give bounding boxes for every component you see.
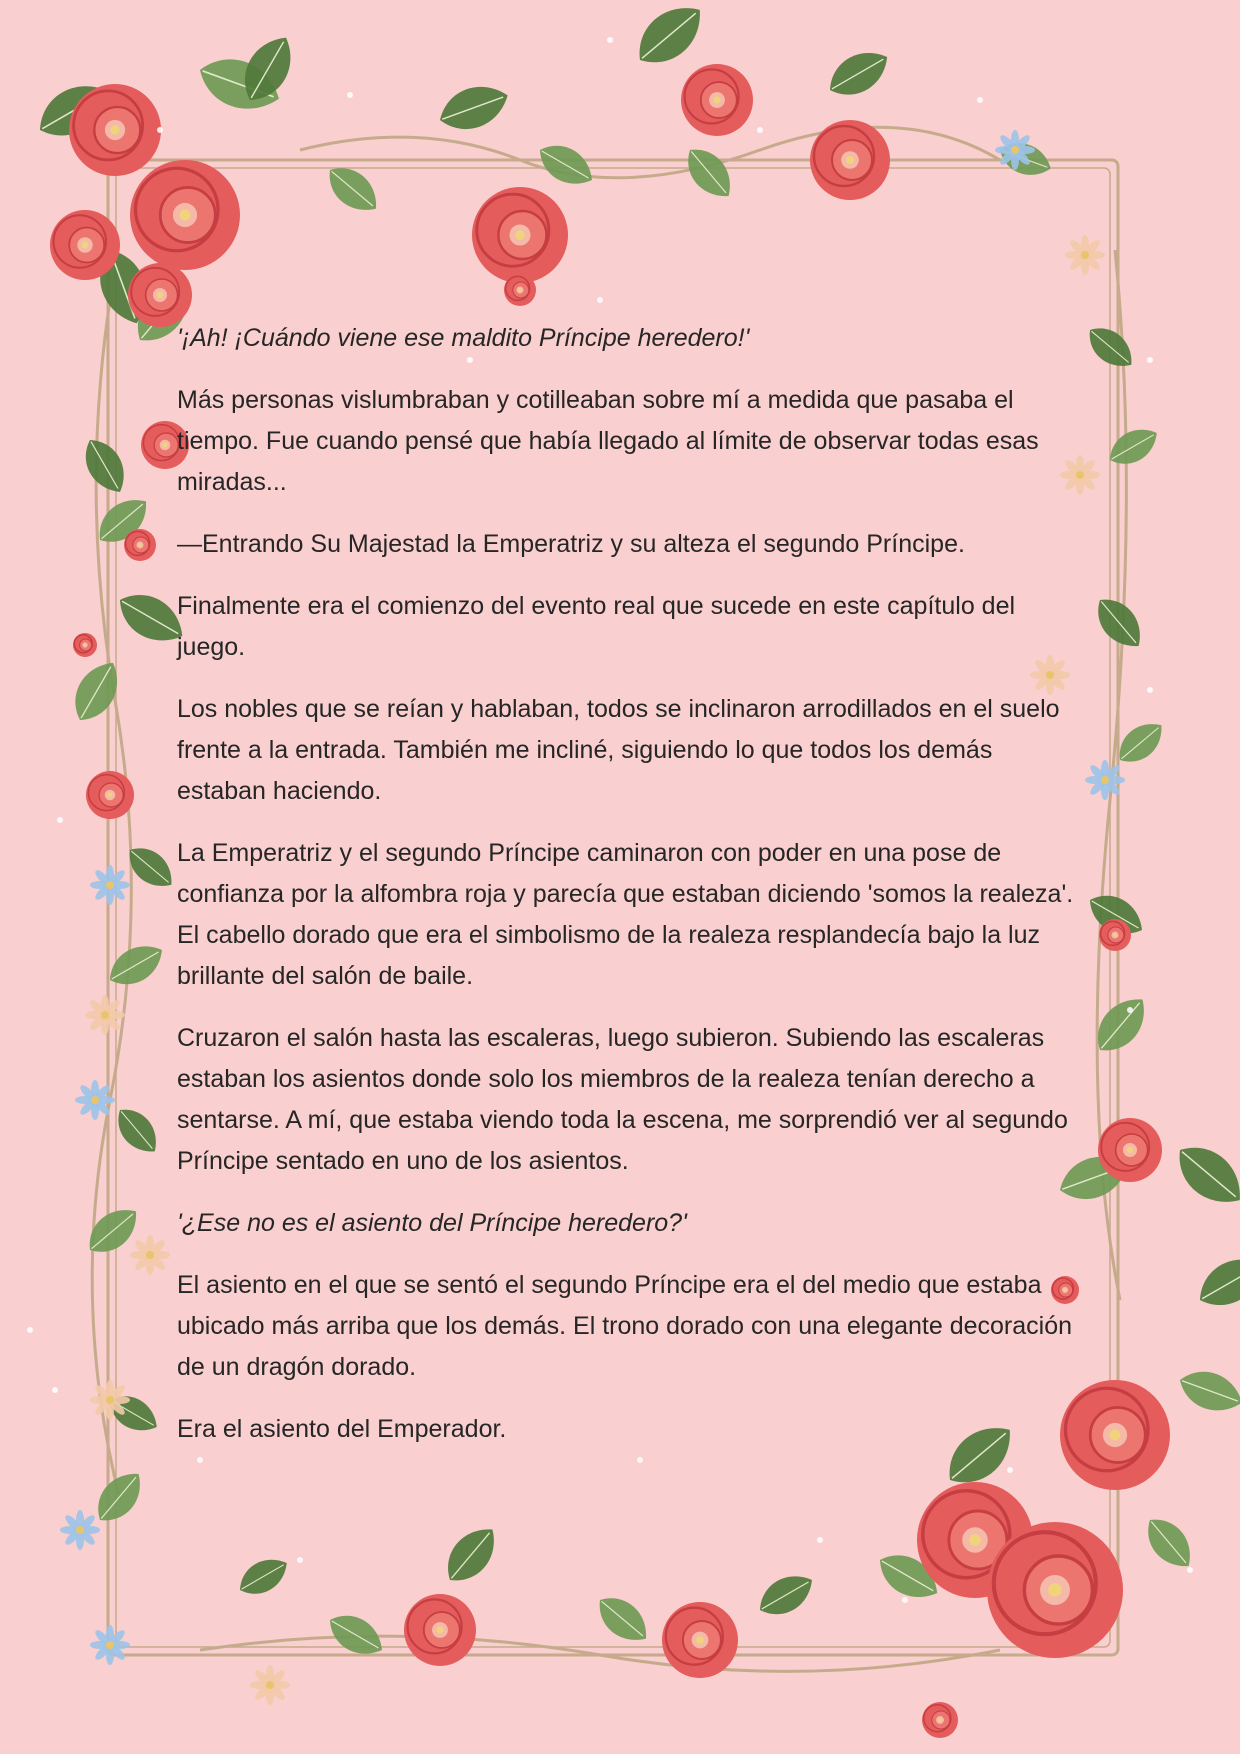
rose-flower <box>124 529 156 561</box>
leaf <box>319 157 386 221</box>
small-flower <box>60 1510 100 1550</box>
leaf <box>76 432 135 500</box>
sparkle <box>977 97 983 103</box>
rose-flower <box>681 64 753 136</box>
rose-flower <box>404 1594 476 1666</box>
rose-flower <box>922 1702 958 1738</box>
small-flower <box>250 1665 290 1705</box>
small-flower <box>1065 235 1105 275</box>
leaf <box>589 1587 656 1651</box>
leaf <box>1190 1247 1240 1317</box>
sparkle <box>902 1597 908 1603</box>
small-flower <box>75 1080 115 1120</box>
leaf <box>677 139 741 206</box>
leaf <box>87 1463 151 1530</box>
paragraph-1: '¡Ah! ¡Cuándo viene ese maldito Príncipe heredero!' <box>177 324 750 352</box>
sparkle <box>157 127 163 133</box>
small-flower <box>90 1380 130 1420</box>
leaf <box>626 0 713 76</box>
sparkle <box>597 297 603 303</box>
leaf <box>532 136 600 195</box>
small-flower <box>1085 760 1125 800</box>
sparkle <box>1147 357 1153 363</box>
rose-flower <box>662 1602 738 1678</box>
rose-flower <box>987 1522 1123 1658</box>
sparkle <box>1127 1007 1133 1013</box>
paragraph-6: La Emperatriz y el segundo Príncipe caminaron con poder en una pose de confianza por la alfombra roja y parecía que estaban diciendo 'somos la realeza'. El cabello dorado que era el simbolismo de la realeza resplandecía bajo la luz brillante del salón de baile. <box>177 839 1074 990</box>
small-flower <box>995 130 1035 170</box>
leaf <box>433 77 514 139</box>
sparkle <box>52 1387 58 1393</box>
leaf <box>436 1518 506 1592</box>
sparkle <box>1147 687 1153 693</box>
paragraph-4: Finalmente era el comienzo del evento real que sucede en este capítulo del juego. <box>177 592 1016 661</box>
rose-flower <box>810 120 890 200</box>
rose-flower <box>86 771 134 819</box>
leaf <box>1174 1363 1240 1420</box>
leaf <box>1110 714 1170 771</box>
rose-flower <box>50 210 120 280</box>
small-flower <box>130 1235 170 1275</box>
small-flower <box>85 995 125 1035</box>
rose-flower <box>73 633 97 657</box>
rose-flower <box>504 274 536 306</box>
leaf <box>102 936 170 995</box>
leaf <box>1166 1134 1240 1217</box>
leaf <box>821 41 896 105</box>
small-flower <box>90 865 130 905</box>
paragraph-10: Era el asiento del Emperador. <box>177 1415 507 1443</box>
rose-flower <box>1098 1118 1162 1182</box>
sparkle <box>347 92 353 98</box>
sparkle <box>817 1537 823 1543</box>
leaf <box>1103 420 1165 473</box>
sparkle <box>757 127 763 133</box>
sparkle <box>27 1327 33 1333</box>
paragraph-7: Cruzaron el salón hasta las escaleras, luego subieron. Subiendo las escaleras estaban los asientos donde solo los miembros de la realeza tenían derecho a sentarse. A mí, que estaba viendo toda la escena, me sorprendió ver al segundo Príncipe sentado en uno de los asientos. <box>177 1024 1068 1175</box>
sparkle <box>607 37 613 43</box>
paragraph-5: Los nobles que se reían y hablaban, todos se inclinaron arrodillados en el suelo frente a la entrada. También me incliné, siguiendo lo que todos los demás estaban haciendo. <box>177 695 1060 805</box>
paragraph-8: '¿Ese no es el asiento del Príncipe heredero?' <box>177 1209 687 1237</box>
leaf <box>1137 1509 1201 1576</box>
rose-flower <box>69 84 161 176</box>
paragraph-2: Más personas vislumbraban y cotilleaban sobre mí a medida que pasaba el tiempo. Fue cuando pensé que había llegado al límite de observar todas esas miradas... <box>177 386 1039 496</box>
sparkle <box>57 817 63 823</box>
rose-flower <box>130 160 240 270</box>
leaf <box>233 1550 295 1603</box>
rose-flower <box>472 187 568 283</box>
rose-flower <box>1099 919 1131 951</box>
paragraph-9: El asiento en el que se sentó el segundo Príncipe era el del medio que estaba ubicado más arriba que los demás. El trono dorado con una elegante decoración de un dragón dorado. <box>177 1271 1073 1381</box>
story-text <box>177 318 1077 1471</box>
sparkle <box>1187 1567 1193 1573</box>
leaf <box>752 1566 820 1625</box>
small-flower <box>90 1625 130 1665</box>
leaf <box>109 1100 166 1160</box>
sparkle <box>297 1557 303 1563</box>
paragraph-3: —Entrando Su Majestad la Emperatriz y su alteza el segundo Príncipe. <box>177 530 965 558</box>
